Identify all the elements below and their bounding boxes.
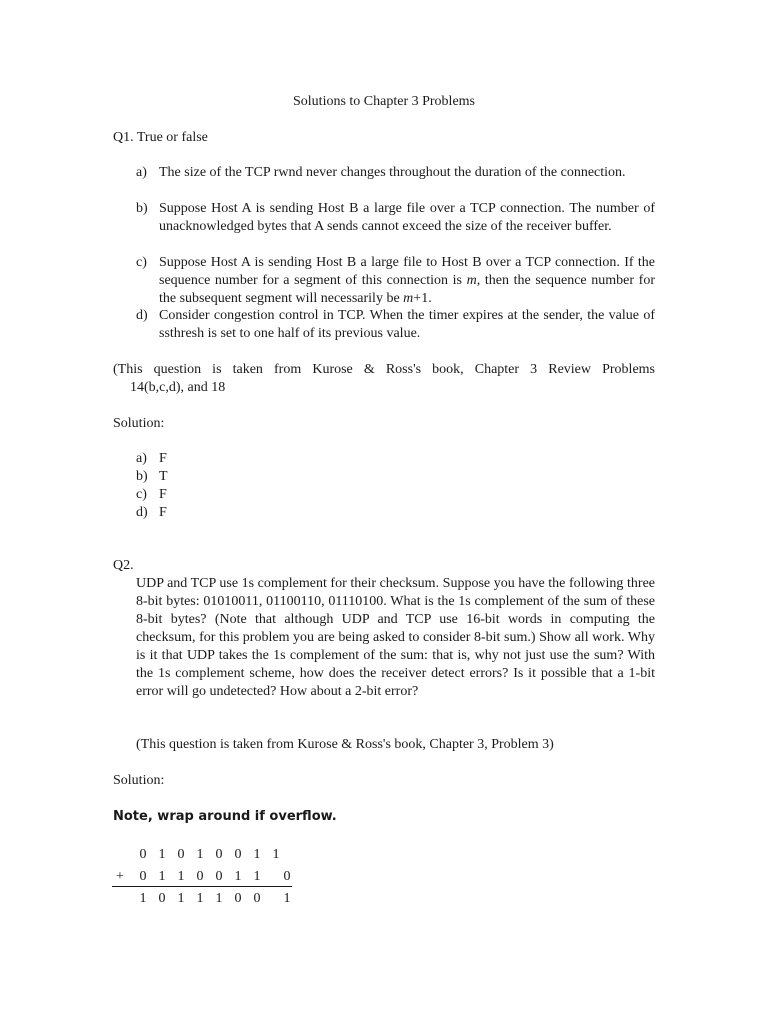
answer-value: F: [159, 451, 167, 466]
bit: 1: [158, 869, 166, 884]
bit: 0: [283, 869, 291, 884]
sum-underline: [112, 886, 292, 887]
q1-source-line2: 14(b,c,d), and 18: [130, 380, 226, 395]
bit: 0: [139, 847, 147, 862]
bit: 0: [196, 869, 204, 884]
bit: 0: [234, 847, 242, 862]
bit: 1: [272, 847, 280, 862]
bit: 0: [215, 847, 223, 862]
answer-label: c): [136, 487, 147, 502]
bit: 1: [196, 891, 204, 906]
q1-item-text: Suppose Host A is sending Host B a large file to Host B over a TCP connection. If the sequence number for a segment of this connection is m, then the sequence number for the subsequent segment will necessarily be m+1.: [159, 255, 655, 306]
page-title: Solutions to Chapter 3 Problems: [293, 94, 475, 109]
q2-source: (This question is taken from Kurose & Ross's book, Chapter 3, Problem 3): [136, 737, 554, 752]
answer-value: T: [159, 469, 168, 484]
bit: 0: [215, 869, 223, 884]
bit: 0: [253, 891, 261, 906]
q1-source-line1: (This question is taken from Kurose & Ross's book, Chapter 3 Review Problems: [113, 362, 655, 377]
bit: 1: [283, 891, 291, 906]
q1-item-label: a): [136, 165, 147, 180]
q1-solution-label: Solution:: [113, 416, 165, 431]
q2-note: Note, wrap around if overflow.: [113, 809, 337, 824]
answer-value: F: [159, 487, 167, 502]
plus-sign: +: [116, 869, 124, 884]
bit: 0: [158, 891, 166, 906]
q2-heading: Q2.: [113, 558, 134, 573]
q1-item-label: b): [136, 201, 148, 216]
answer-label: b): [136, 469, 148, 484]
q1-heading: Q1. True or false: [113, 130, 208, 145]
bit: 1: [253, 869, 261, 884]
answer-label: a): [136, 451, 147, 466]
q1-item-label: c): [136, 255, 147, 270]
bit: 1: [196, 847, 204, 862]
answer-value: F: [159, 505, 167, 520]
bit: 1: [177, 891, 185, 906]
bit: 1: [253, 847, 261, 862]
q1-item-label: d): [136, 308, 148, 323]
bit: 1: [139, 891, 147, 906]
bit: 0: [139, 869, 147, 884]
q1-item-text: The size of the TCP rwnd never changes throughout the duration of the connection.: [159, 165, 626, 180]
bit: 1: [177, 869, 185, 884]
q2-solution-label: Solution:: [113, 773, 165, 788]
bit: 0: [177, 847, 185, 862]
bit: 1: [158, 847, 166, 862]
q1-item-text: Consider congestion control in TCP. When the timer expires at the sender, the value of ssthresh is set to one half of its previous value.: [159, 308, 655, 341]
q1-item-text: Suppose Host A is sending Host B a large file over a TCP connection. The number of unacknowledged bytes that A sends cannot exceed the size of the receiver buffer.: [159, 201, 655, 234]
bit: 1: [215, 891, 223, 906]
bit: 0: [234, 891, 242, 906]
bit: 1: [234, 869, 242, 884]
answer-label: d): [136, 505, 148, 520]
q2-text: UDP and TCP use 1s complement for their checksum. Suppose you have the following three 8-bit bytes: 01010011, 01100110, 01110100. What is the 1s complement of the sum of these 8-bit bytes? (Note that although UDP and TCP use 16-bit words in computing the checksum, for this problem you are being asked to consider 8-bit sum.) Show all work. Why is it that UDP takes the 1s complement of the sum: that is, why not just use the sum? With the 1s complement scheme, how does the receiver detect errors? Is it possible that a 1-bit error will go undetected? How about a 2-bit error?: [136, 576, 655, 699]
